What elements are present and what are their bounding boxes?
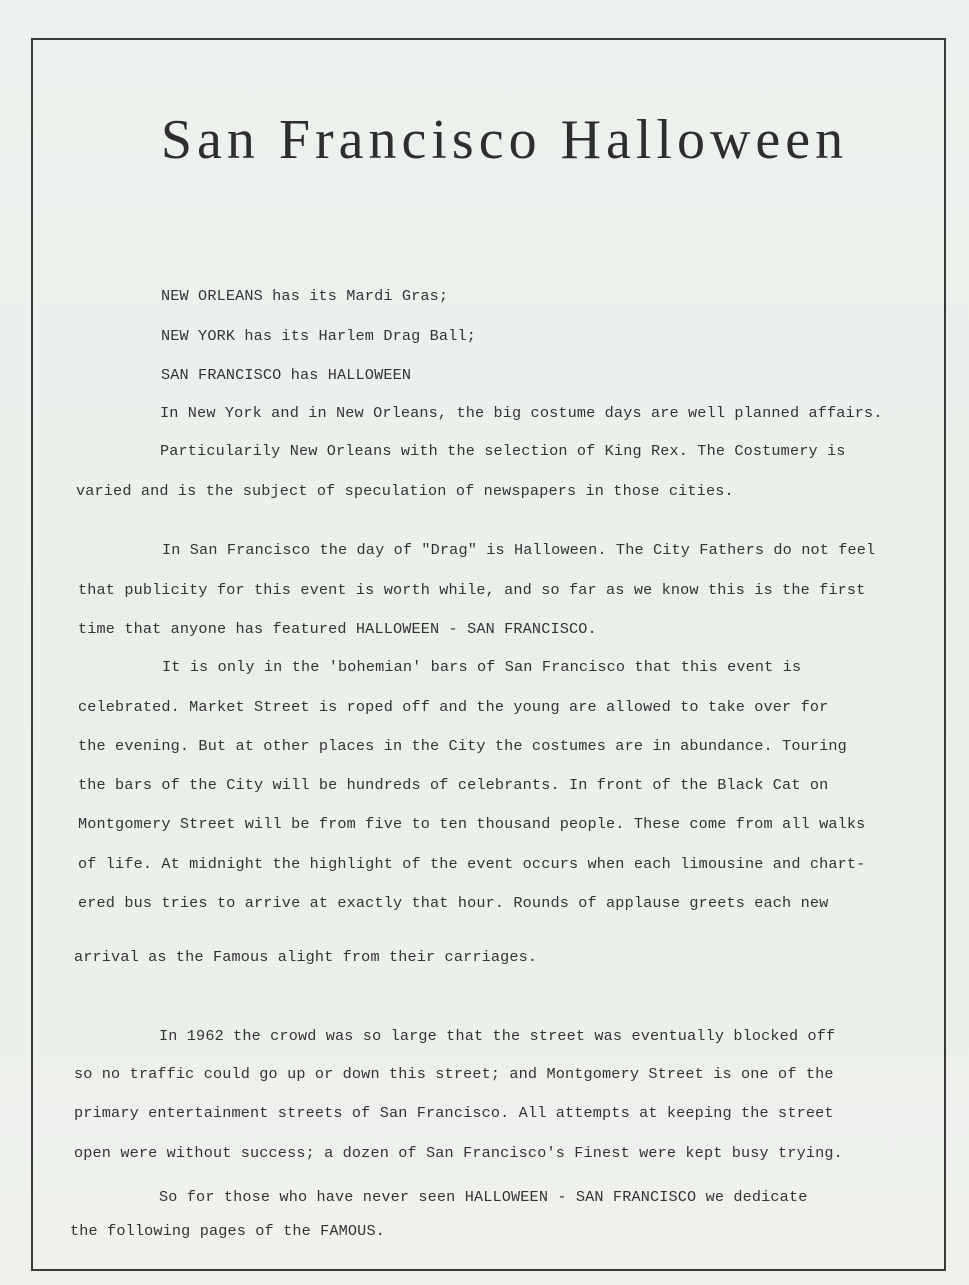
text-line: that publicity for this event is worth while, and so far as we know this is the first [78, 581, 866, 599]
text-line: so no traffic could go up or down this street; and Montgomery Street is one of the [74, 1065, 834, 1083]
text-line: time that anyone has featured HALLOWEEN - SAN FRANCISCO. [78, 620, 597, 638]
text-line: In 1962 the crowd was so large that the street was eventually blocked off [159, 1027, 836, 1045]
text-line: the bars of the City will be hundreds of celebrants. In front of the Black Cat on [78, 776, 829, 794]
text-line: celebrated. Market Street is roped off and the young are allowed to take over for [78, 698, 829, 716]
text-line: NEW ORLEANS has its Mardi Gras; [161, 287, 449, 305]
text-line: open were without success; a dozen of San Francisco's Finest were kept busy trying. [74, 1144, 843, 1162]
page-border [31, 38, 946, 1271]
text-line: the evening. But at other places in the City the costumes are in abundance. Touring [78, 737, 847, 755]
text-line: Montgomery Street will be from five to ten thousand people. These come from all walks [78, 815, 866, 833]
text-line: Particularily New Orleans with the selection of King Rex. The Costumery is [160, 442, 846, 460]
text-line: SAN FRANCISCO has HALLOWEEN [161, 366, 412, 384]
text-line: ered bus tries to arrive at exactly that hour. Rounds of applause greets each new [78, 894, 829, 912]
page-title: San Francisco Halloween [160, 109, 849, 171]
text-line: It is only in the 'bohemian' bars of San Francisco that this event is [162, 658, 802, 676]
text-line: primary entertainment streets of San Francisco. All attempts at keeping the street [74, 1104, 834, 1122]
text-line: In San Francisco the day of "Drag" is Halloween. The City Fathers do not feel [162, 541, 876, 559]
text-line: varied and is the subject of speculation of newspapers in those cities. [76, 482, 734, 500]
text-line: So for those who have never seen HALLOWEEN - SAN FRANCISCO we dedicate [159, 1188, 808, 1206]
text-line: the following pages of the FAMOUS. [70, 1222, 385, 1240]
text-line: arrival as the Famous alight from their carriages. [74, 948, 538, 966]
text-line: NEW YORK has its Harlem Drag Ball; [161, 327, 476, 345]
text-line: In New York and in New Orleans, the big costume days are well planned affairs. [160, 404, 883, 422]
text-line: of life. At midnight the highlight of the event occurs when each limousine and chart- [78, 855, 866, 873]
